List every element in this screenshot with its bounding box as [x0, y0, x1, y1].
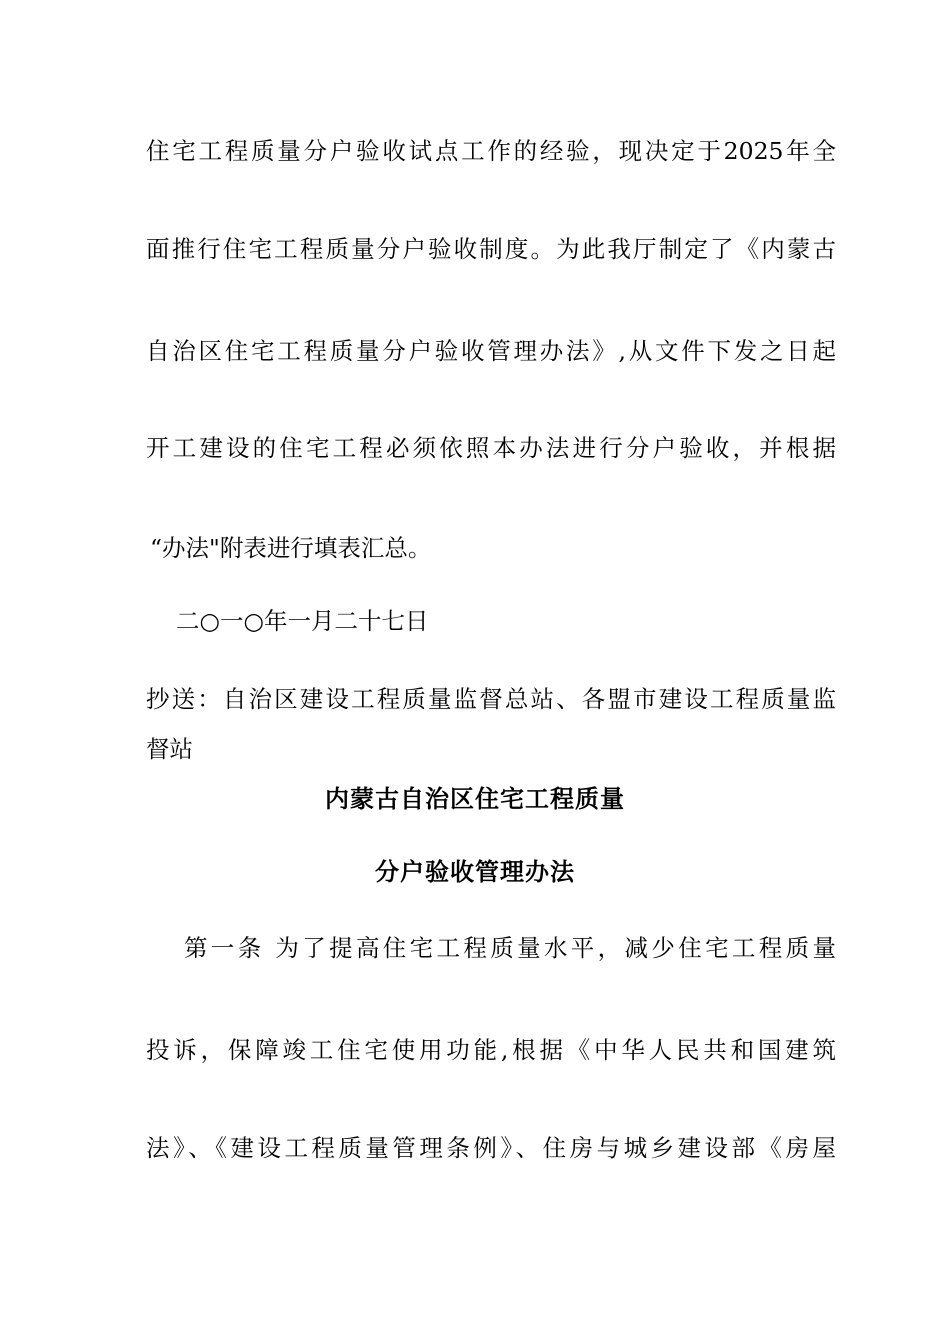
body-paragraph-line: 住宅工程质量分户验收试点工作的经验，现决定于2025年全 — [146, 137, 836, 165]
cc-line: 抄送：自治区建设工程质量监督总站、各盟市建设工程质量监 — [146, 685, 836, 713]
cc-line-continued: 督站 — [146, 735, 193, 763]
document-date: 二○一○年一月二十七日 — [176, 607, 429, 635]
article-line: 法》、《建设工程质量管理条例》、住房与城乡建设部《房屋 — [146, 1134, 836, 1162]
body-paragraph-line: 自治区住宅工程质量分户验收管理办法》,从文件下发之日起 — [146, 337, 836, 365]
body-paragraph-line: “办法"附表进行填表汇总。 — [150, 534, 432, 562]
article-line: 投诉，保障竣工住宅使用功能,根据《中华人民共和国建筑 — [146, 1036, 836, 1064]
article-line: 第一条 为了提高住宅工程质量水平，减少住宅工程质量 — [184, 934, 836, 962]
body-paragraph-line: 面推行住宅工程质量分户验收制度。为此我厅制定了《内蒙古 — [146, 235, 836, 263]
document-title: 内蒙古自治区住宅工程质量 — [325, 785, 625, 813]
body-paragraph-line: 开工建设的住宅工程必须依照本办法进行分户验收，并根据 — [146, 434, 836, 462]
document-subtitle: 分户验收管理办法 — [375, 858, 575, 886]
